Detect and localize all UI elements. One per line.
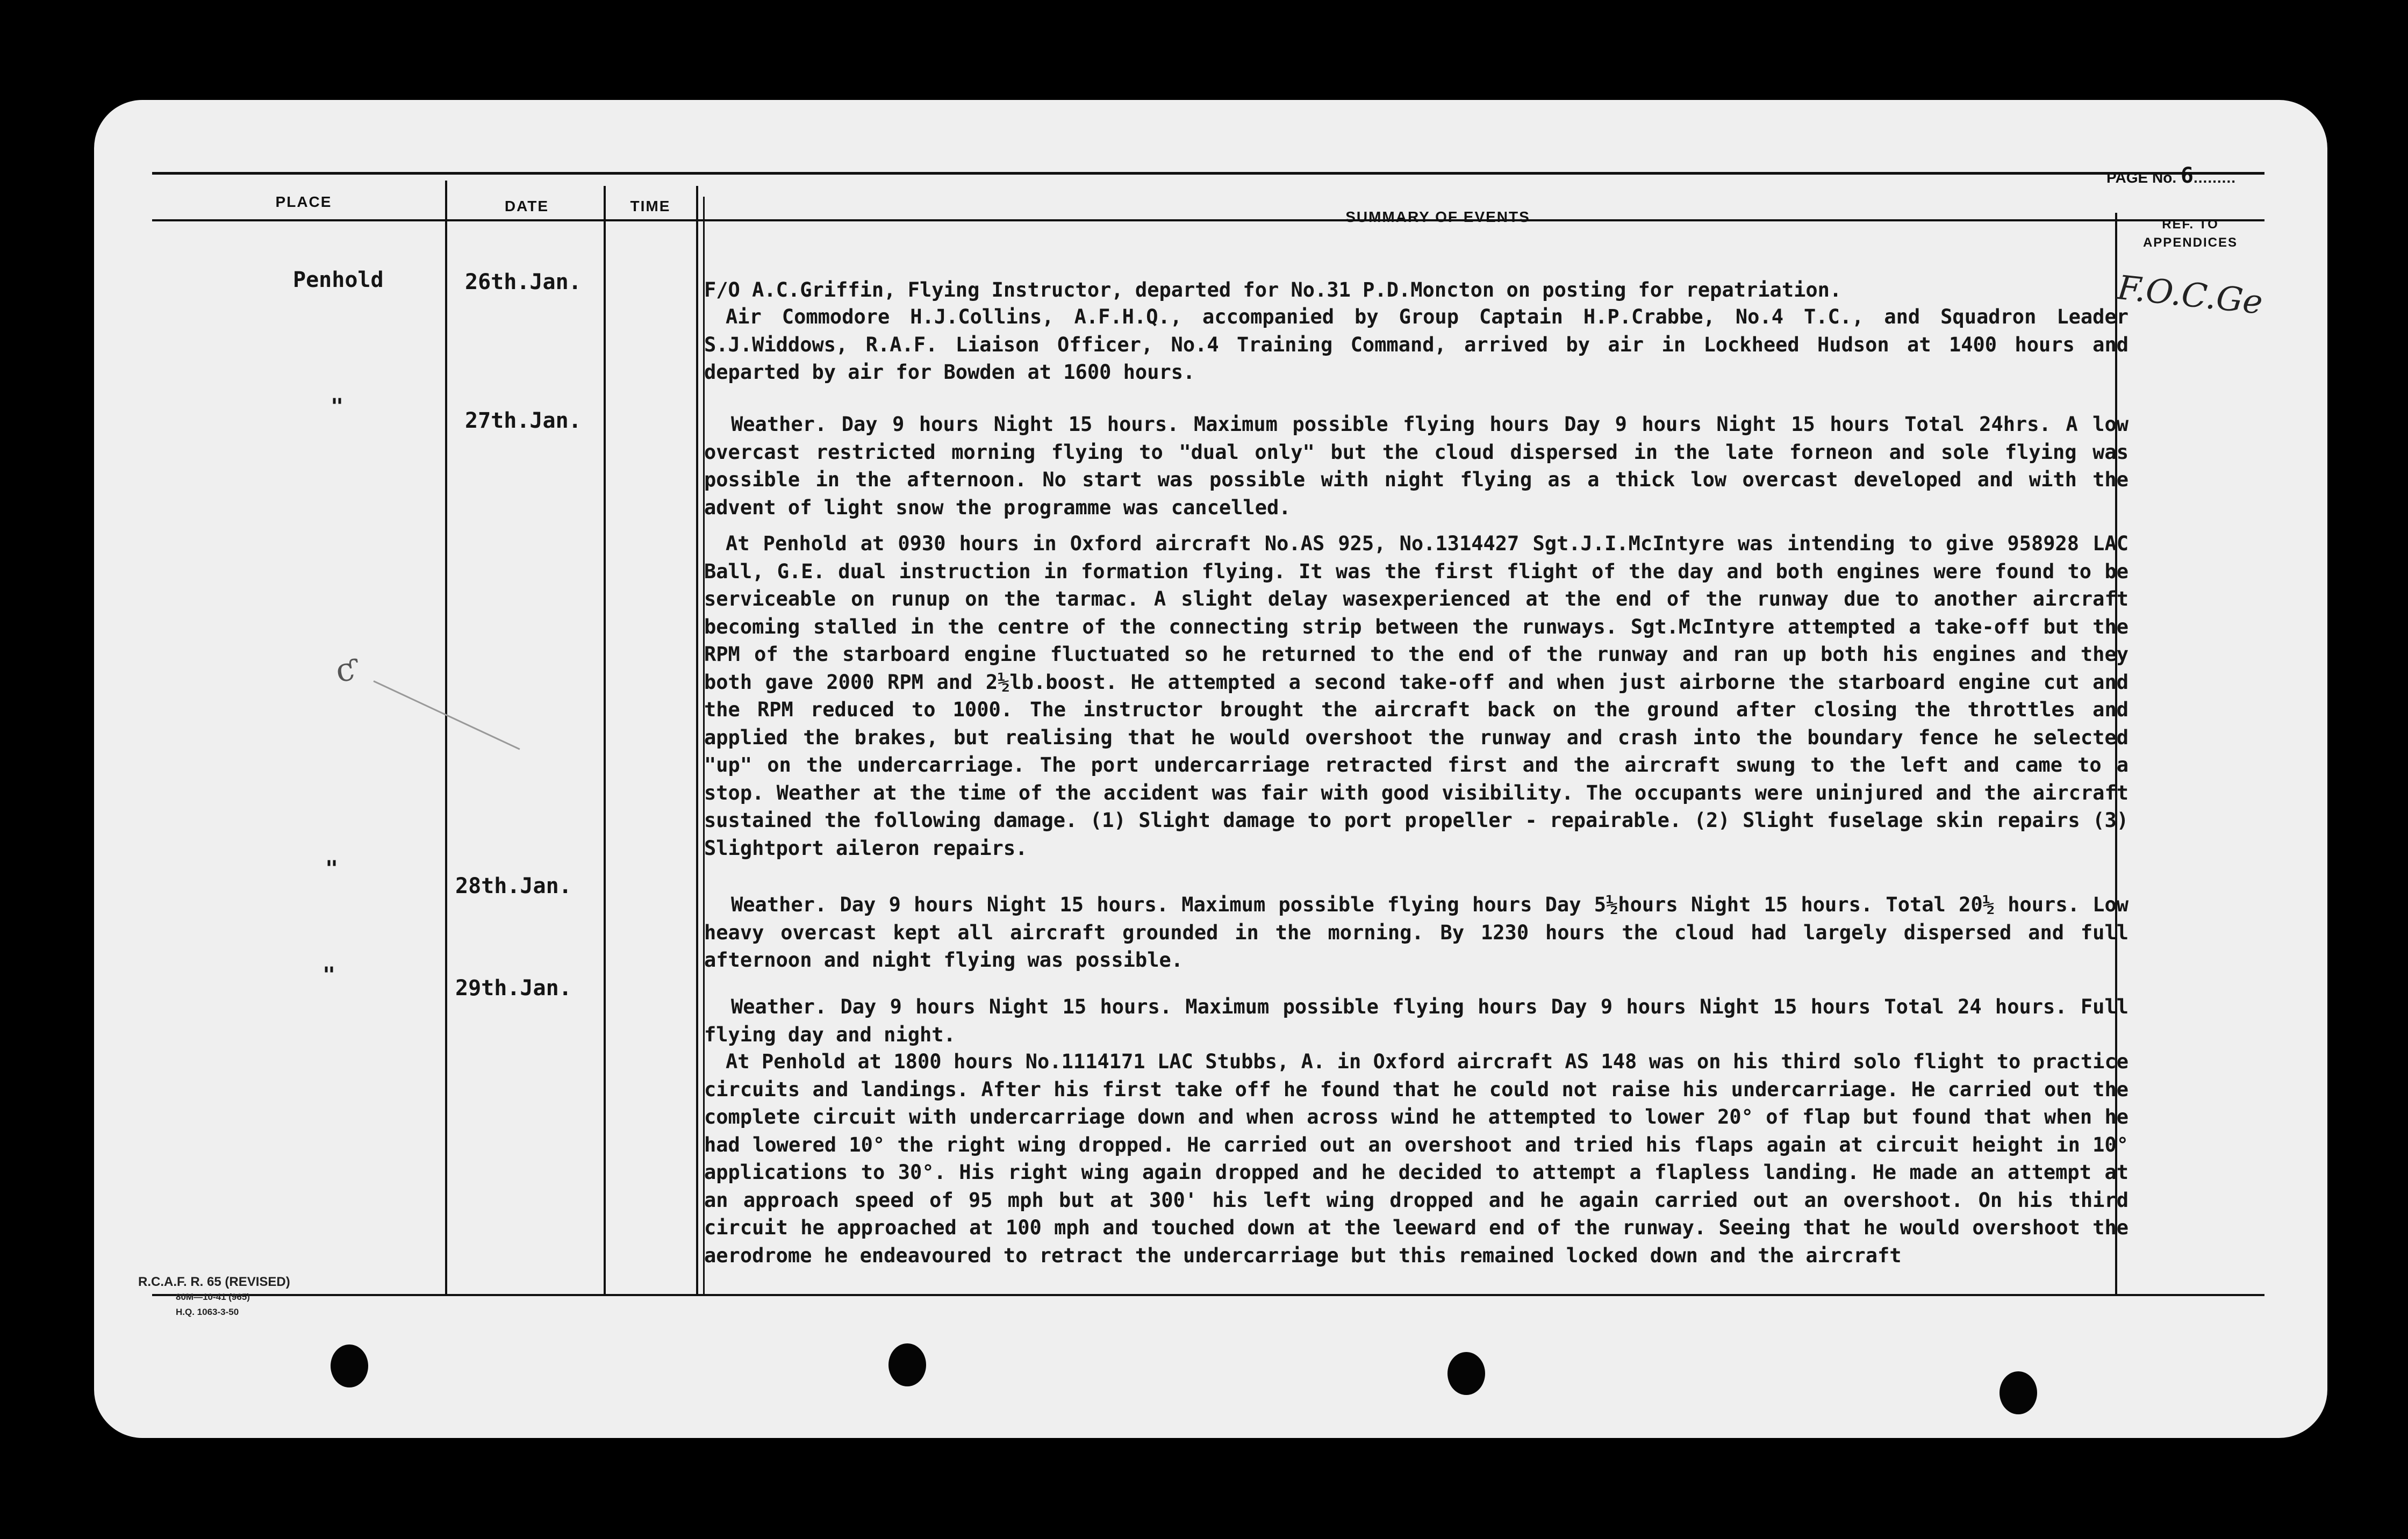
pencil-tick-mark: ƈ — [333, 650, 357, 691]
top-rule — [152, 172, 2264, 175]
header-date: DATE — [504, 198, 549, 214]
form-number: R.C.A.F. R. 65 (REVISED) — [138, 1275, 290, 1289]
col-rule-time — [696, 186, 698, 1294]
punch-hole — [1447, 1352, 1485, 1395]
entry-paragraph: Air Commodore H.J.Collins, A.F.H.Q., accompanied by Group Captain H.P.Crabbe, No.4 T.C., and Squadron Leader S.J.Widdows, R.A.F. Liaison Officer, No.4 Training Command, arrived by air in Lockheed Hudson at 1400 hours and departed by air for Bowden at 1600 hours. — [704, 305, 2128, 384]
form-print-run: 80M—10-41 (965) — [176, 1292, 250, 1302]
bottom-rule — [152, 1294, 2264, 1296]
header-ref-line1: REF. TO — [2162, 217, 2219, 232]
punch-hole — [2000, 1371, 2037, 1414]
entry-place: Penhold — [293, 268, 384, 292]
col-rule-date — [604, 186, 606, 1294]
entry-place-ditto: " — [325, 857, 339, 881]
entry-paragraph: Weather. Day 9 hours Night 15 hours. Maximum possible flying hours Day 9 hours Night 15 hours Total 24 hours. Full flying day and night. — [704, 995, 2128, 1046]
col-rule-place — [445, 181, 447, 1294]
entry-paragraph: F/O A.C.Griffin, Flying Instructor, departed for No.31 P.D.Moncton on posting for repatriation. — [704, 278, 1842, 301]
entry-date: 26th.Jan. — [465, 270, 582, 294]
entry-paragraph: At Penhold at 0930 hours in Oxford aircraft No.AS 925, No.1314427 Sgt.J.I.McIntyre was intending to give 958928 LAC Ball, G.E. dual instruction in formation flying. It was the first flight of the day and both engines were found to be serviceable on runup on the tarmac. A slight delay wasexperienced at the end of the runway due to another aircraft becoming stalled in the centre of the connecting strip between the runways. Sgt.McIntyre attempted a take-off but the RPM of the starboard engine fluctuated so he returned to the end of the runway and ran up both his engines and they both gave 2000 RPM and 2½lb.boost. He attempted a second take-off and when just airborne the starboard engine cut and the RPM reduced to 1000. The instructor brought the aircraft back on the ground after closing the throttles and applied the brakes, but realising that he would overshoot the runway and crash into the boundary fence he selected "up" on the undercarriage. The port undercarriage retracted first and the aircraft swung to the left and came to a stop. Weather at the time of the accident was fair with good visibility. The occupants were uninjured and the aircraft sustained the following damage. (1) Slight damage to port propeller - repairable. (2) Slight fuselage skin repairs (3) Slightport aileron repairs. — [704, 532, 2128, 860]
page-number-label: PAGE No. — [2106, 169, 2177, 186]
punch-hole — [331, 1344, 368, 1387]
entry-place-ditto: " — [331, 394, 344, 419]
header-time: TIME — [630, 198, 671, 214]
header-ref-line2: APPENDICES — [2142, 235, 2238, 250]
record-card — [94, 100, 2327, 1438]
handwritten-initials: F.O.C.Ge — [2115, 268, 2265, 322]
header-summary: SUMMARY OF EVENTS — [1345, 208, 1530, 225]
entry-paragraph: Weather. Day 9 hours Night 15 hours. Maximum possible flying hours Day 5½hours Night 15 hours. Total 20½ hours. Low heavy overcast kept all aircraft grounded in the morning. By 1230 hours the cloud had largely dispersed and full afternoon and night flying was possible. — [704, 893, 2128, 972]
entry-date: 29th.Jan. — [455, 976, 572, 1001]
punch-hole — [888, 1343, 926, 1386]
header-place: PLACE — [275, 193, 332, 210]
page-number: 6 — [2180, 163, 2194, 188]
page-number-field: PAGE No. 6......... — [2106, 163, 2236, 188]
entry-place-ditto: " — [322, 963, 336, 988]
form-identifier — [138, 1275, 290, 1320]
form-hq-code: H.Q. 1063-3-50 — [176, 1307, 239, 1317]
entry-date: 28th.Jan. — [455, 874, 572, 898]
entry-date: 27th.Jan. — [465, 408, 582, 433]
entry-paragraph: At Penhold at 1800 hours No.1114171 LAC Stubbs, A. in Oxford aircraft AS 148 was on his third solo flight to practice circuits and landings. After his first take off he found that he could not raise his undercarriage. He carried out the complete circuit with undercarriage down and when across wind he attempted to lower 20° of flap but found that when he had lowered 10° the right wing dropped. He carried out an overshoot and tried his flaps again at circuit height in 10° applications to 30°. His right wing again dropped and he decided to attempt a flapless landing. He made an attempt at an approach speed of 95 mph but at 300' his left wing dropped and he again carried out an overshoot. On his third circuit he approached at 100 mph and touched down at the leeward end of the runway. Seeing that he would overshoot the aerodrome he endeavoured to retract the undercarriage but this remained locked down and the aircraft — [704, 1050, 2128, 1267]
entry-paragraph: Weather. Day 9 hours Night 15 hours. Maximum possible flying hours Day 9 hours Night 15 hours Total 24hrs. A low overcast restricted morning flying to "dual only" but the cloud dispersed in the late forneon and sole flying was possible in the afternoon. No start was possible with night flying as a thick low overcast developed and with the advent of light snow the programme was cancelled. — [704, 413, 2128, 519]
